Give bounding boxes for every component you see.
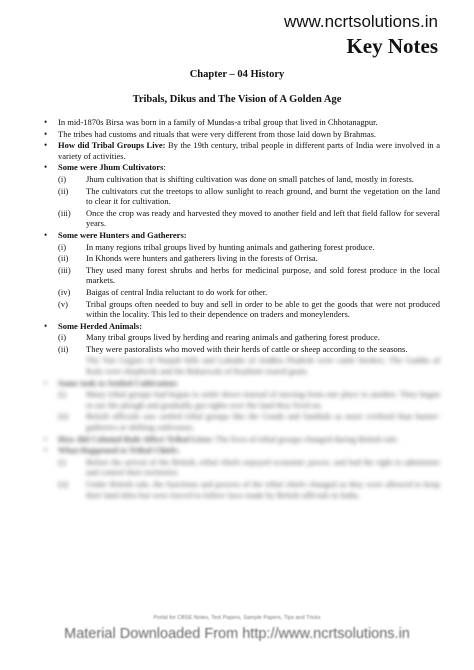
list-item — [44, 174, 440, 185]
bullet-tribal-chiefs — [44, 445, 440, 456]
bullet-text: By the 19th century, tribal people in different parts of India were involved in a variety of activities. — [58, 140, 440, 161]
section-heading: Some Herded Animals: — [58, 320, 143, 331]
document-subtitle: Tribals, Dikus and The Vision of A Golden Age — [132, 94, 342, 105]
item-text: British officials saw settled tribal groups like the Gonds and Santhals as more civilised than hunter-gatherers or shifting cultivators. — [86, 411, 440, 433]
footer-tagline: Portal for CBSE Notes, Test Papers, Sample Papers, Tips and Tricks — [153, 615, 321, 621]
item-text: Once the crop was ready and harvested they moved to another field and left that field fallow for several years. — [86, 207, 440, 229]
item-number: (ii) — [58, 343, 69, 354]
item-number: (ii) — [58, 185, 69, 196]
item-number: (ii) — [58, 479, 69, 489]
item-text: They used many forest shrubs and herbs for medicinal purpose, and sold forest produce in the local markets. — [86, 264, 440, 286]
bullet-hunters-gatherers — [44, 230, 440, 241]
item-number: (i) — [58, 173, 67, 184]
item-number: (i) — [58, 332, 67, 343]
list-item — [44, 253, 440, 264]
item-number: (i) — [58, 241, 67, 252]
site-url: www.ncrtsolutions.in — [283, 12, 438, 31]
list-item — [44, 332, 440, 343]
list-item — [44, 265, 440, 286]
section-heading: Some were Hunters and Gatherers: — [58, 229, 187, 240]
list-item — [44, 208, 440, 229]
list-item — [44, 344, 440, 355]
item-number: (ii) — [58, 253, 69, 264]
bullet-birsa — [44, 117, 440, 128]
list-item — [44, 287, 440, 298]
item-number: (ii) — [58, 411, 69, 422]
item-number: (iii) — [58, 264, 71, 275]
heading-colon: : — [163, 162, 166, 173]
bullet-heading: How did Tribal Groups Live: — [58, 140, 166, 151]
item-number: (v) — [58, 298, 68, 309]
list-item — [44, 411, 440, 432]
list-item — [44, 242, 440, 253]
bullet-text: In mid-1870s Birsa was born in a family of Mundas-a tribal group that lived in Chhotanagpur. — [58, 117, 378, 127]
key-notes-label: Key Notes — [346, 34, 438, 58]
list-item — [44, 299, 440, 320]
item-text: Baigas of central India reluctant to do work for other. — [86, 286, 268, 297]
item-text: In Khonds were hunters and gatherers living in the forests of Orrisa. — [86, 253, 318, 264]
section-heading: Some were Jhum Cultivators — [58, 162, 164, 173]
item-text: The cultivators cut the treetops to allow sunlight to reach ground, and burnt the vegetation on the land to clear it for cultivation. — [86, 185, 440, 207]
list-item — [44, 457, 440, 478]
item-text: Many tribal groups lived by herding and rearing animals and gathering forest produce. — [86, 332, 380, 343]
item-text: Under British rule, the functions and powers of the tribal chiefs changed as they were allowed to keep their land titles but were forced to follow laws made by British officials in India. — [86, 479, 440, 500]
item-number: (iii) — [58, 207, 71, 218]
list-item — [44, 389, 440, 410]
notes-content — [44, 117, 440, 501]
bullet-how-tribal-groups-live — [44, 140, 440, 161]
item-text: Before the arrival of the British, tribal chiefs enjoyed economic power, and had the right to administer and control their territories. — [86, 456, 440, 478]
item-number: (i) — [58, 389, 67, 400]
footer-watermark: Material Downloaded From http://www.ncrtsolutions.in — [64, 626, 410, 642]
bullet-text: The tribes had customs and rituals that were very different from those laid down by Brahmas. — [58, 128, 377, 139]
item-number: (iv) — [58, 286, 71, 297]
item-number: (i) — [58, 456, 67, 467]
bullet-jhum-cultivators — [44, 162, 440, 173]
blurred-preview — [44, 355, 440, 500]
item-text: Many tribal groups had begun to settle down instead of moving from one place to another. They began to use the plough and gradually got rights over the land they lived on. — [86, 389, 440, 410]
bullet-settled-cultivation — [44, 378, 440, 389]
bullet-colonial-rule — [44, 434, 440, 445]
section-heading: How did Colonial Rule Affect Tribal Lives: — [58, 433, 214, 444]
bullet-customs — [44, 129, 440, 140]
list-item — [44, 479, 440, 500]
bullet-text: The lives of tribal groups changed during British rule. — [213, 433, 399, 444]
section-heading: Some took to Settled Cultivation: — [58, 377, 179, 388]
bullet-herded-animals — [44, 321, 440, 332]
item-text: They were pastoralists who moved with their herds of cattle or sheep according to the seasons. — [86, 343, 408, 354]
item-text: Tribal groups often needed to buy and sell in order to be able to get the goods that were not produced within the locality. This led to their dependence on traders and moneylenders. — [86, 298, 440, 320]
chapter-title: Chapter – 04 History — [189, 69, 285, 80]
item-text: In many regions tribal groups lived by hunting animals and gathering forest produce. — [86, 241, 375, 252]
item-text: Jhum cultivation that is shifting cultivation was done on small patches of land, mostly in forests. — [86, 173, 414, 184]
item-text: The Van Gujjars of Punjab hills and Labadis of Andhra Pradesh were cattle herders. The Gaddis of Kulu were shepherds and the Bakarwals of Kashmir reared goats. — [86, 355, 440, 377]
list-item — [44, 186, 440, 207]
section-heading: What Happened to Tribal Chiefs: — [58, 445, 180, 456]
list-item — [44, 355, 440, 376]
